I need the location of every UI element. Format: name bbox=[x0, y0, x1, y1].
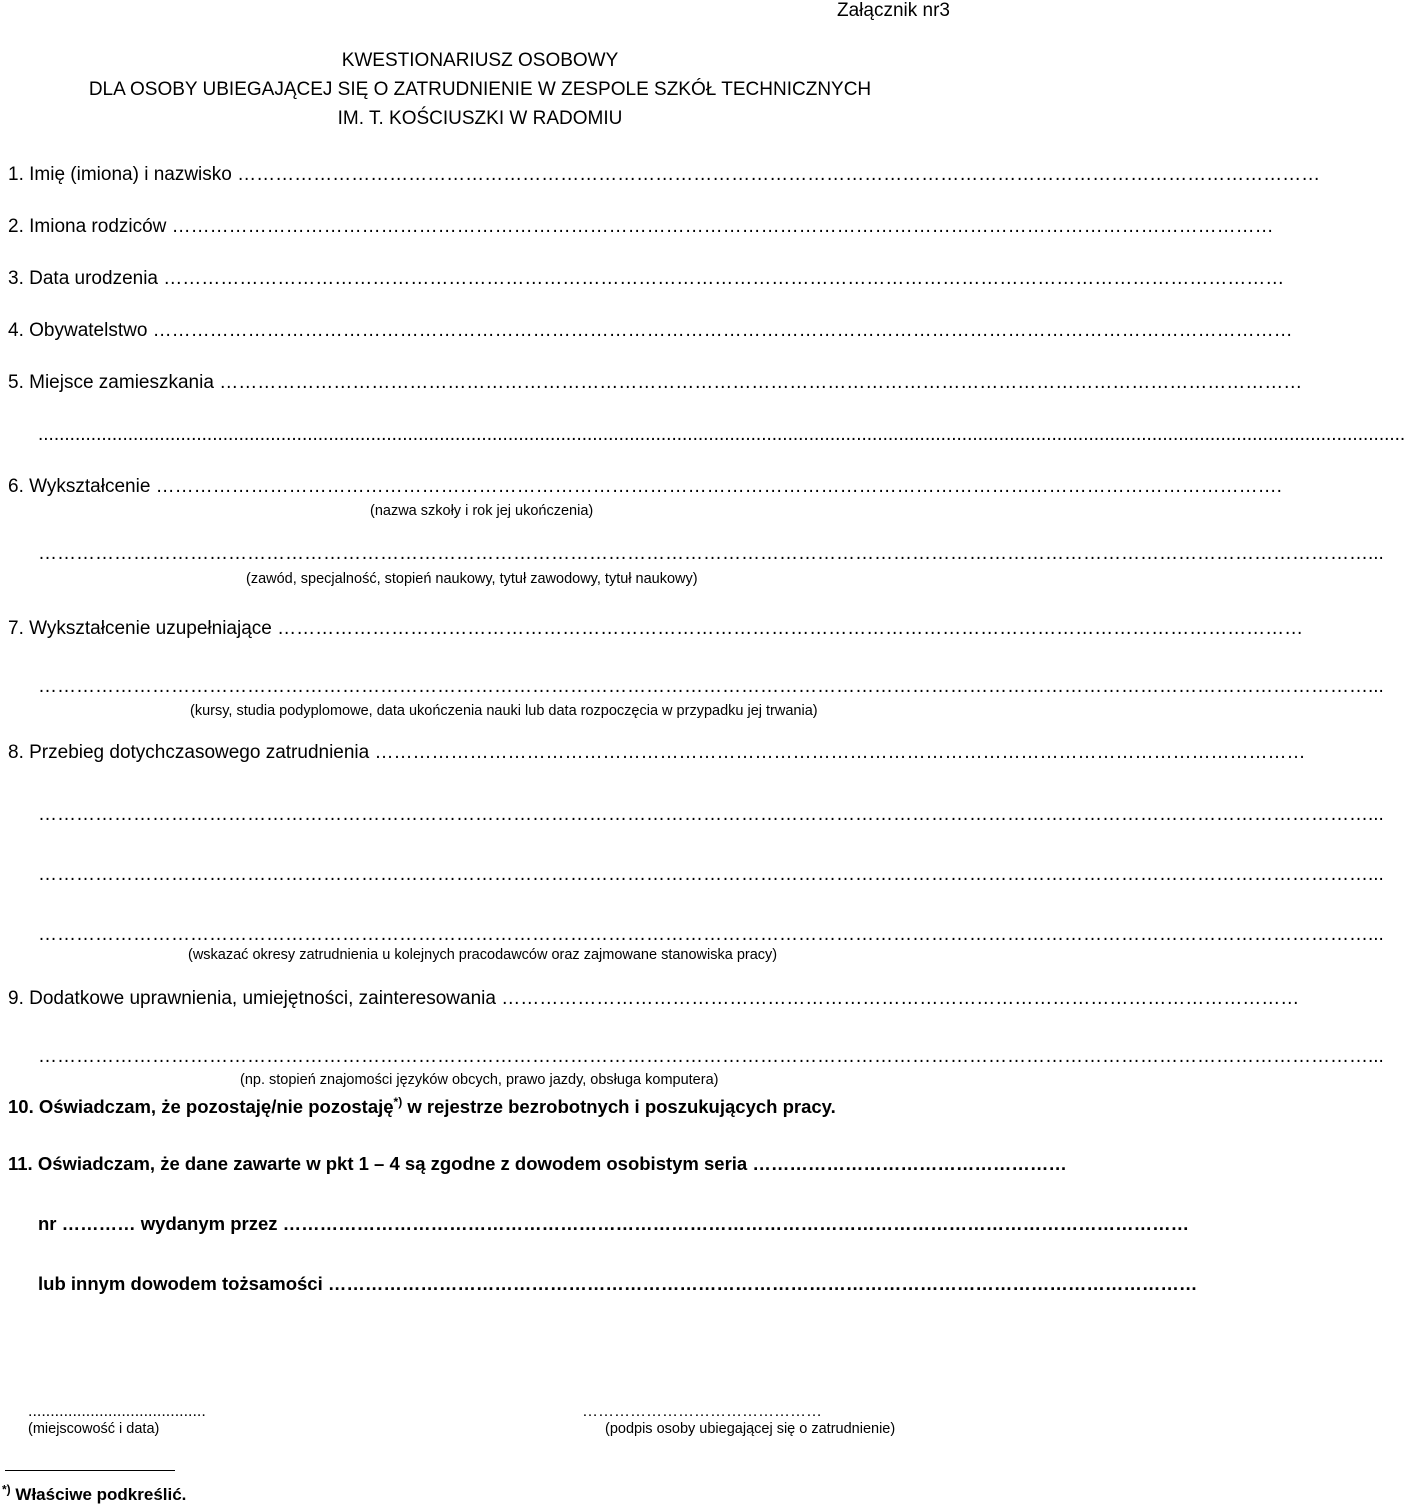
field-9-continuation[interactable]: …………………………………………………………………………………………………………………………………………………………………………………………... bbox=[38, 1046, 1384, 1067]
footnote-rule bbox=[5, 1470, 175, 1471]
field-1-name[interactable]: 1. Imię (imiona) i nazwisko ……………………………………………………………………………………………………………………………………………………… bbox=[8, 164, 1321, 185]
statement-11-id-series[interactable]: 11. Oświadczam, że dane zawarte w pkt 1 – 4 są zgodne z dowodem osobistym seria …………………………………………… bbox=[8, 1153, 1067, 1174]
statement-10-text-post: w rejestrze bezrobotnych i poszukujących pracy. bbox=[402, 1096, 836, 1117]
field-4-citizenship[interactable]: 4. Obywatelstwo ……………………………………………………………………………………………………………………………………………………………… bbox=[8, 320, 1293, 341]
field-8-employment[interactable]: 8. Przebieg dotychczasowego zatrudnienia ………………………………………………………………………………………………………………………………… bbox=[8, 742, 1306, 763]
field-7-continuation[interactable]: …………………………………………………………………………………………………………………………………………………………………………………………... bbox=[38, 676, 1384, 697]
statement-10-footnote-mark: *) bbox=[393, 1094, 403, 1109]
footnote bbox=[2, 1482, 187, 1505]
footnote-text: Właściwe podkreślić. bbox=[10, 1485, 187, 1504]
field-6-caption-profession: (zawód, specjalność, stopień naukowy, tytuł zawodowy, tytuł naukowy) bbox=[246, 571, 698, 587]
title-line-1: KWESTIONARIUSZ OSOBOWY bbox=[341, 50, 619, 71]
place-date-caption: (miejscowość i data) bbox=[28, 1421, 160, 1437]
field-6-education[interactable]: 6. Wykształcenie ……………………………………………………………………………………………………………………………………………………………. bbox=[8, 476, 1282, 497]
field-8-continuation-3[interactable]: …………………………………………………………………………………………………………………………………………………………………………………………... bbox=[38, 924, 1384, 945]
statement-11-id-number[interactable]: nr ………… wydanym przez ………………………………………………………………………………………………………………………………… bbox=[38, 1213, 1190, 1234]
field-5-continuation[interactable]: ................................................................................................................................................................................................................................................................... bbox=[38, 424, 1405, 445]
field-8-caption: (wskazać okresy zatrudnienia u kolejnych pracodawców oraz zajmowane stanowiska pracy) bbox=[188, 947, 778, 963]
field-7-additional-education[interactable]: 7. Wykształcenie uzupełniające ……………………………………………………………………………………………………………………………………………… bbox=[8, 618, 1304, 639]
field-6-continuation[interactable]: …………………………………………………………………………………………………………………………………………………………………………………………... bbox=[38, 543, 1384, 564]
place-date-line[interactable]: ........................................ bbox=[28, 1403, 206, 1420]
field-8-continuation-2[interactable]: …………………………………………………………………………………………………………………………………………………………………………………………... bbox=[38, 864, 1384, 885]
statement-11-other-id[interactable]: lub innym dowodem tożsamości …………………………………………………………………………………………………………………………… bbox=[38, 1273, 1198, 1294]
field-9-skills[interactable]: 9. Dodatkowe uprawnienia, umiejętności, zainteresowania ……………………………………………………………………………………………………………… bbox=[8, 988, 1300, 1009]
field-7-caption: (kursy, studia podyplomowe, data ukończenia nauki lub data rozpoczęcia w przypadku jej trwania) bbox=[190, 703, 818, 719]
field-2-parents[interactable]: 2. Imiona rodziców ………………………………………………………………………………………………………………………………………………………… bbox=[8, 216, 1274, 237]
field-5-residence[interactable]: 5. Miejsce zamieszkania ……………………………………………………………………………………………………………………………………………………… bbox=[8, 372, 1303, 393]
field-9-caption: (np. stopień znajomości języków obcych, prawo jazdy, obsługa komputera) bbox=[240, 1072, 719, 1088]
attachment-label: Załącznik nr3 bbox=[837, 0, 950, 21]
signature-caption: (podpis osoby ubiegającej się o zatrudnienie) bbox=[605, 1421, 896, 1437]
title-line-3: IM. T. KOŚCIUSZKI W RADOMIU bbox=[337, 108, 623, 129]
footnote-mark: *) bbox=[2, 1482, 11, 1497]
statement-10 bbox=[8, 1096, 836, 1118]
statement-10-text-pre: 10. Oświadczam, że pozostaję/nie pozostaję bbox=[8, 1096, 394, 1117]
title-line-2: DLA OSOBY UBIEGAJĄCEJ SIĘ O ZATRUDNIENIE W ZESPOLE SZKÓŁ TECHNICZNYCH bbox=[88, 79, 872, 100]
field-8-continuation-1[interactable]: …………………………………………………………………………………………………………………………………………………………………………………………... bbox=[38, 804, 1384, 825]
field-3-birthdate[interactable]: 3. Data urodzenia …………………………………………………………………………………………………………………………………………………………… bbox=[8, 268, 1285, 289]
signature-line[interactable]: ……………………………………… bbox=[582, 1403, 822, 1420]
field-6-caption-school: (nazwa szkoły i rok jej ukończenia) bbox=[370, 503, 594, 519]
